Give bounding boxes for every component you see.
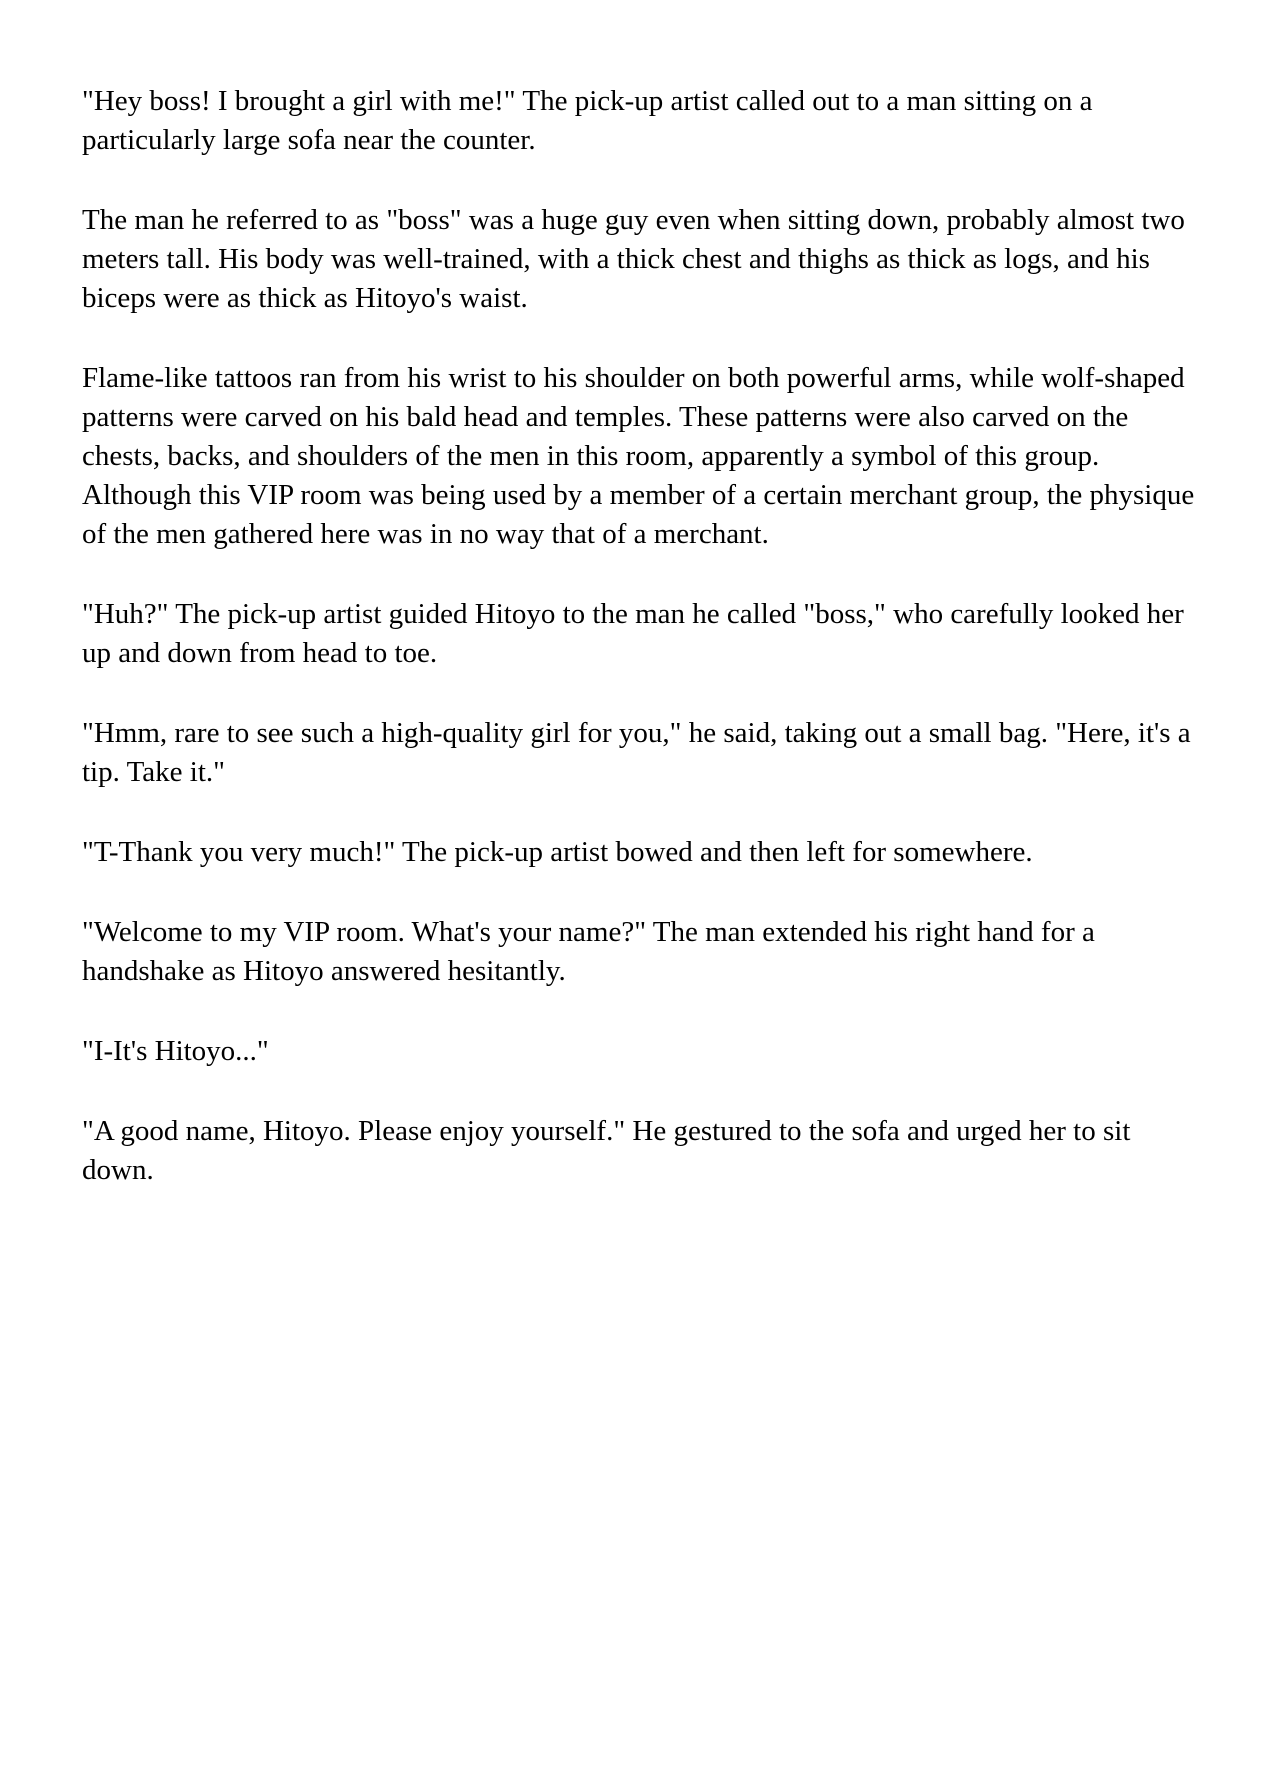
paragraph-2: The man he referred to as "boss" was a huge guy even when sitting down, probably almost two meters tall. His body was well-trained, with a thick chest and thighs as thick as logs, and his biceps were as thick as Hitoyo's waist.: [82, 204, 1185, 314]
paragraph-6: "T-Thank you very much!" The pick-up artist bowed and then left for somewhere.: [82, 836, 1033, 868]
paragraph-3: Flame-like tattoos ran from his wrist to his shoulder on both powerful arms, while wolf-shaped patterns were carved on his bald head and temples. These patterns were also carved on the chests, backs, and shoulders of the men in this room, apparently a symbol of this group. Although this VIP room was being used by a member of a certain merchant group, the physique of the men gathered here was in no way that of a merchant.: [82, 362, 1195, 550]
story-text: [82, 82, 1200, 1190]
paragraph-8: "I-It's Hitoyo...": [82, 1035, 269, 1067]
paragraph-1: "Hey boss! I brought a girl with me!" The pick-up artist called out to a man sitting on a particularly large sofa near the counter.: [82, 85, 1093, 156]
paragraph-4: "Huh?" The pick-up artist guided Hitoyo to the man he called "boss," who carefully looked her up and down from head to toe.: [82, 598, 1184, 669]
paragraph-5: "Hmm, rare to see such a high-quality girl for you," he said, taking out a small bag. "Here, it's a tip. Take it.": [82, 717, 1191, 788]
paragraph-9: "A good name, Hitoyo. Please enjoy yourself." He gestured to the sofa and urged her to sit down.: [82, 1115, 1131, 1186]
paragraph-7: "Welcome to my VIP room. What's your name?" The man extended his right hand for a handshake as Hitoyo answered hesitantly.: [82, 916, 1095, 987]
